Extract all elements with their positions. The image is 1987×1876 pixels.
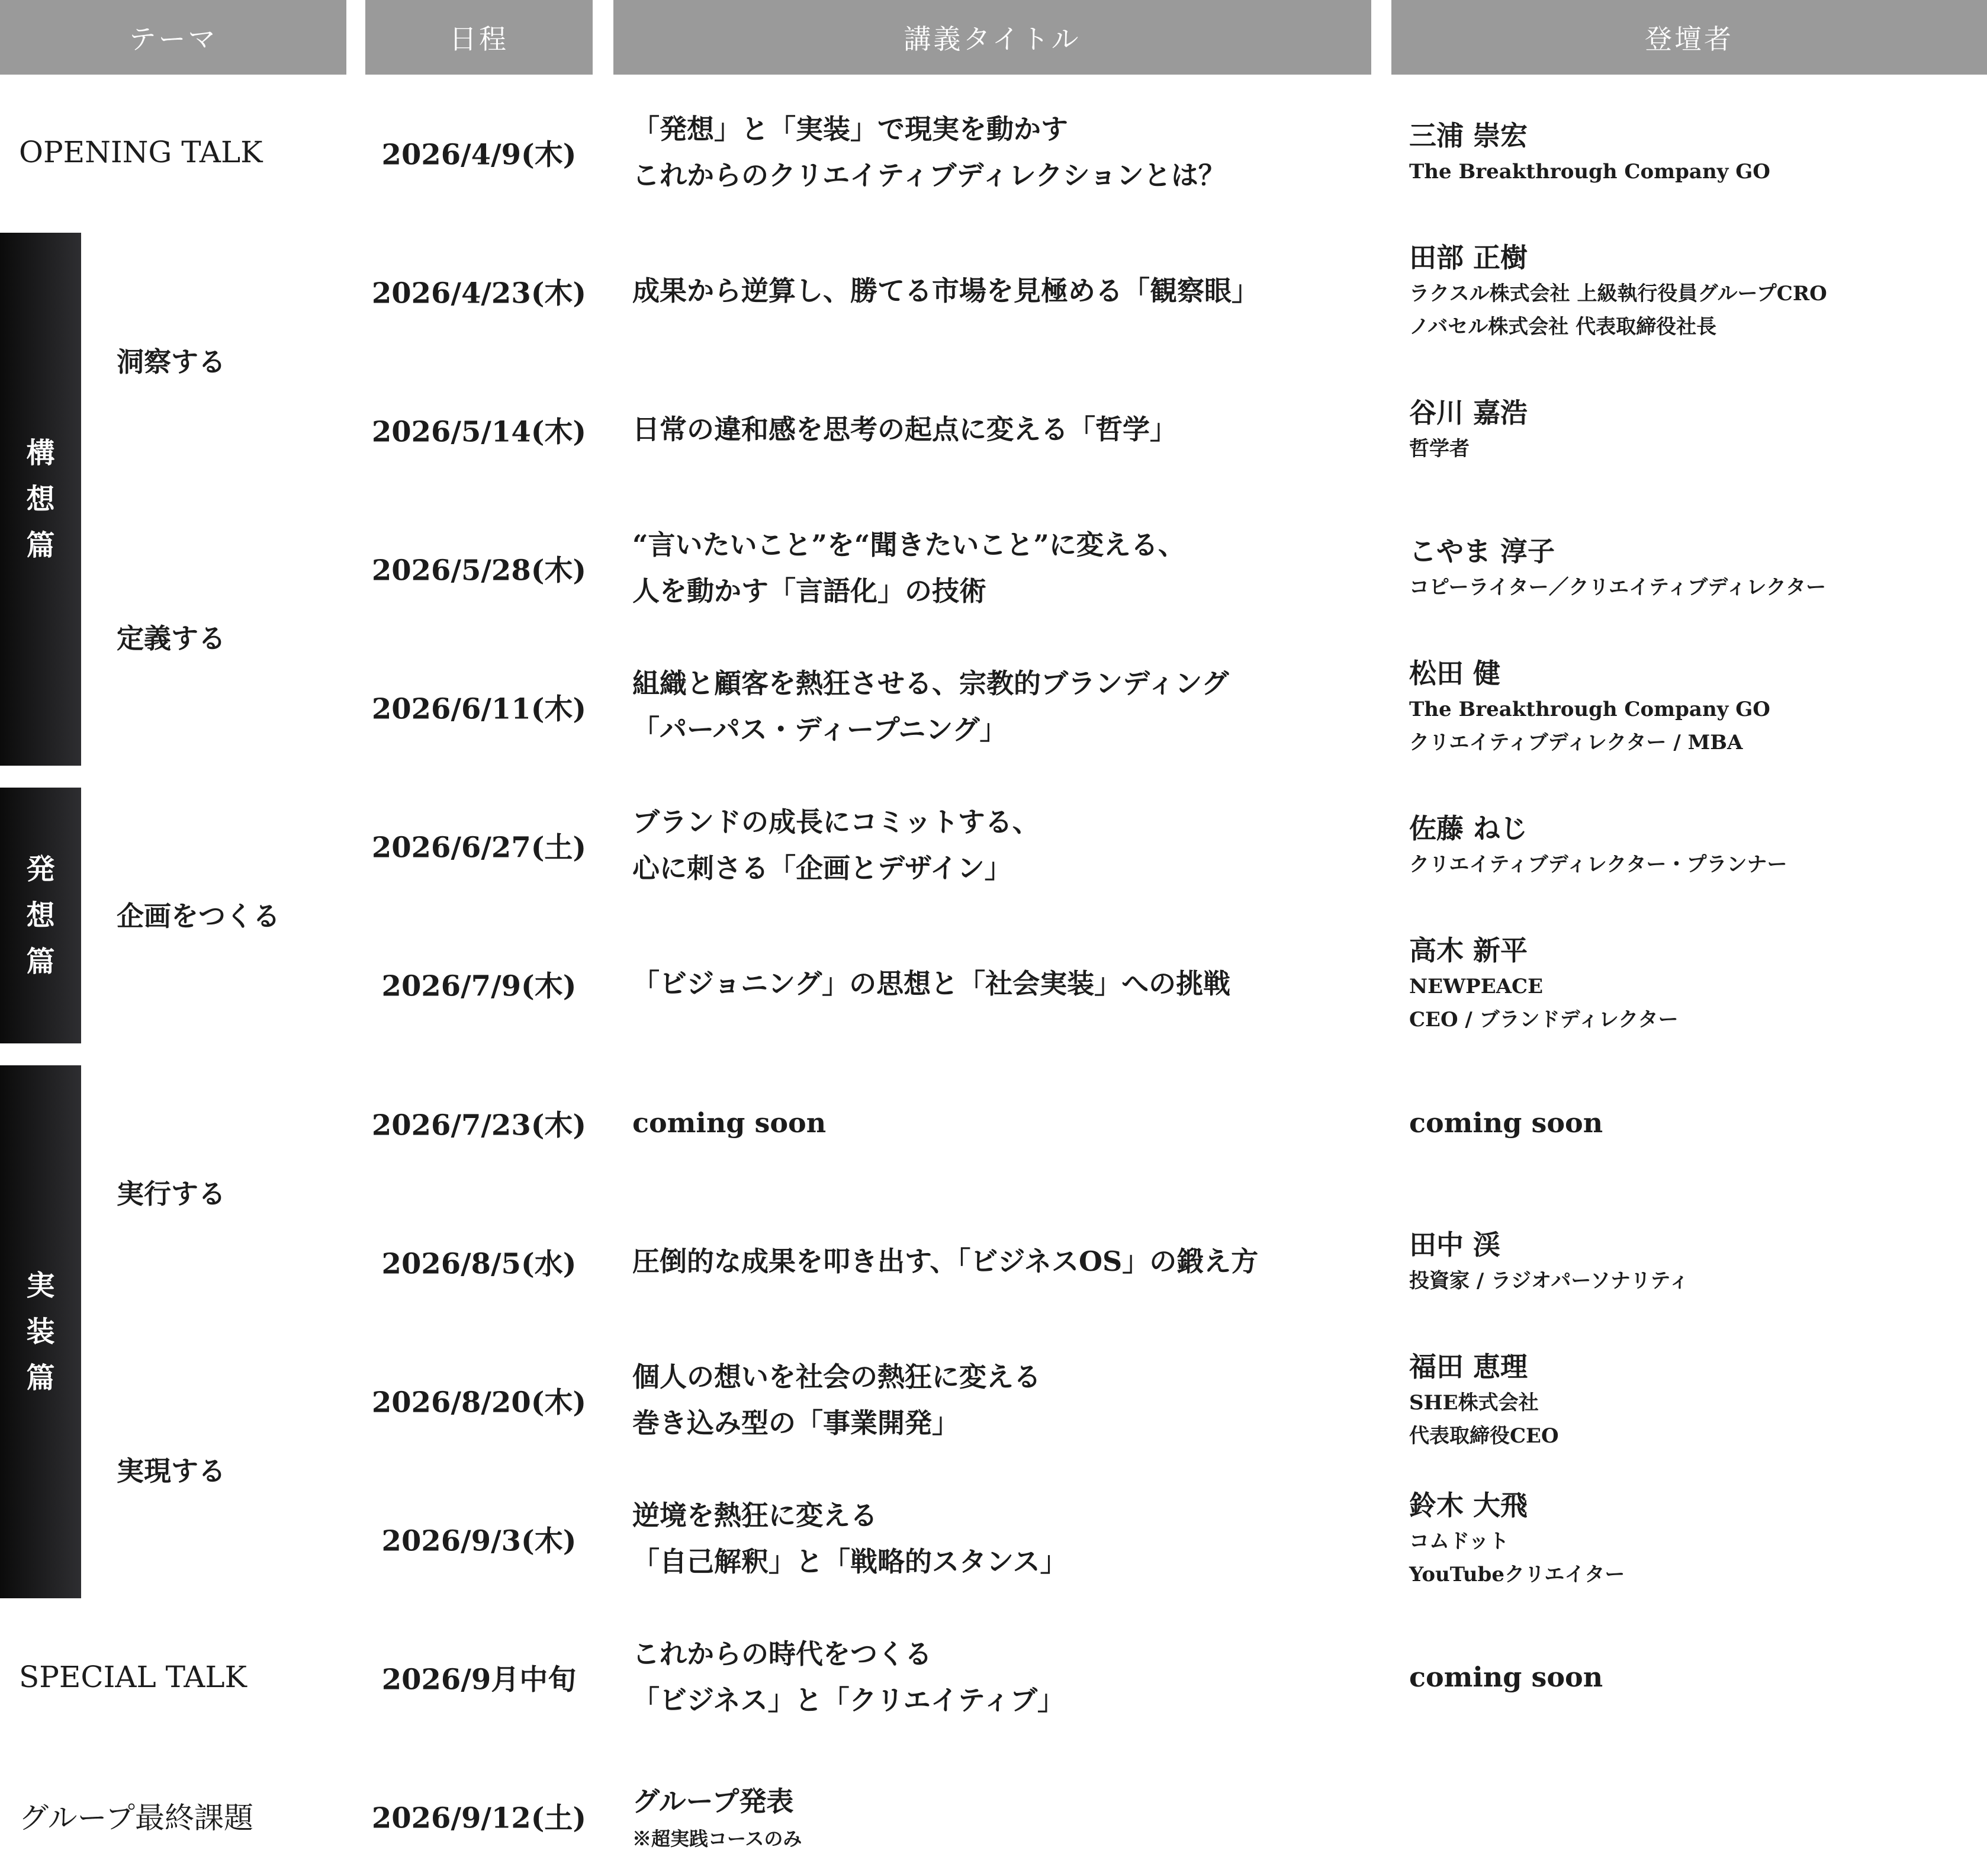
lecture-title: 圧倒的な成果を叩き出す、「ビジネスOS」の鍛え方 bbox=[632, 1245, 1259, 1277]
lecture-date: 2026/7/23(木) bbox=[371, 1109, 587, 1142]
lecture-date: 2026/4/23(木) bbox=[371, 277, 587, 310]
speaker-info bbox=[1409, 116, 1978, 188]
header-title: 講義タイトル bbox=[613, 0, 1371, 75]
theme-jitsugen: 実現する bbox=[117, 1455, 226, 1487]
theme-group: グループ最終課題 bbox=[19, 1801, 253, 1835]
speaker-info bbox=[1409, 1657, 1978, 1697]
speaker-affiliation: ラクスル株式会社 上級執行役員グループCRO bbox=[1409, 282, 1827, 306]
speaker-name: 福田 恵理 bbox=[1409, 1351, 1528, 1383]
speaker-info bbox=[1409, 1225, 1978, 1297]
lecture-title: 成果から逆算し、勝てる市場を見極める「観察眼」 bbox=[632, 275, 1259, 307]
speaker-name: 鈴木 大飛 bbox=[1409, 1489, 1528, 1521]
lecture-date: 2026/4/9(木) bbox=[381, 138, 577, 172]
speaker-name: 松田 健 bbox=[1409, 657, 1501, 689]
speaker-info bbox=[1409, 654, 1978, 759]
speaker-name: 谷川 嘉浩 bbox=[1409, 397, 1528, 429]
speaker-name: こやま 淳子 bbox=[1409, 535, 1555, 567]
speaker-name: 田部 正樹 bbox=[1409, 242, 1528, 274]
lecture-date: 2026/9月中旬 bbox=[381, 1663, 577, 1697]
speaker-name: coming soon bbox=[1409, 1107, 1603, 1139]
speaker-affiliation: ノバセル株式会社 代表取締役社長 bbox=[1409, 315, 1717, 339]
lecture-title: これからの時代をつくる 「ビジネス」と「クリエイティブ」 bbox=[632, 1638, 1065, 1716]
speaker-affiliation: SHE株式会社 bbox=[1409, 1391, 1539, 1415]
header-theme: テーマ bbox=[0, 0, 346, 75]
lecture-date: 2026/5/14(木) bbox=[371, 415, 587, 449]
lecture-title: 逆境を熱狂に変える 「自己解釈」と「戦略的スタンス」 bbox=[632, 1499, 1068, 1578]
theme-opening: OPENING TALK bbox=[19, 135, 263, 169]
lecture-title: “言いたいこと”を“聞きたいこと”に変える、 人を動かす「言語化」の技術 bbox=[632, 529, 1185, 607]
speaker-name: 高木 新平 bbox=[1409, 934, 1528, 966]
section-jissou: 実 装 篇 bbox=[0, 1065, 81, 1598]
lecture-title: 「ビジョニング」の思想と「社会実装」への挑戦 bbox=[632, 968, 1231, 1000]
speaker-name: 佐藤 ねじ bbox=[1409, 812, 1528, 844]
speaker-affiliation: コピーライター／クリエイティブディレクター bbox=[1409, 576, 1827, 599]
speaker-name: 三浦 崇宏 bbox=[1409, 120, 1528, 152]
speaker-info bbox=[1409, 238, 1978, 343]
theme-kikaku: 企画をつくる bbox=[117, 900, 280, 932]
lecture-date: 2026/5/28(木) bbox=[371, 554, 587, 587]
speaker-info bbox=[1409, 393, 1978, 465]
header-date: 日程 bbox=[365, 0, 593, 75]
speaker-affiliation: 投資家 / ラジオパーソナリティ bbox=[1409, 1269, 1689, 1293]
lecture-date: 2026/7/9(木) bbox=[381, 969, 577, 1003]
speaker-affiliation: NEWPEACE bbox=[1409, 975, 1544, 998]
lecture-date: 2026/6/27(土) bbox=[371, 831, 587, 865]
speaker-info bbox=[1409, 1486, 1978, 1591]
lecture-title: 組織と顧客を熱狂させる、宗教的ブランディング 「パーパス・ディープニング」 bbox=[632, 667, 1229, 746]
speaker-affiliation: 哲学者 bbox=[1409, 437, 1470, 461]
speaker-affiliation: YouTubeクリエイター bbox=[1409, 1563, 1625, 1586]
section-kousou: 構 想 篇 bbox=[0, 233, 81, 766]
speaker-info bbox=[1409, 1347, 1978, 1453]
speaker-affiliation: The Breakthrough Company GO bbox=[1409, 160, 1770, 184]
lecture-title: 個人の想いを社会の熱狂に変える 巻き込み型の「事業開発」 bbox=[632, 1361, 1041, 1439]
lecture-date: 2026/9/3(木) bbox=[381, 1524, 577, 1558]
speaker-info bbox=[1409, 532, 1978, 604]
speaker-info bbox=[1409, 931, 1978, 1036]
lecture-title: ブランドの成長にコミットする、 心に刺さる「企画とデザイン」 bbox=[632, 806, 1040, 884]
speaker-affiliation: クリエイティブディレクター / MBA bbox=[1409, 731, 1743, 754]
speaker-name: 田中 渓 bbox=[1409, 1229, 1501, 1261]
lecture-note: ※超実践コースのみ bbox=[632, 1827, 802, 1850]
section-hassou: 発 想 篇 bbox=[0, 788, 81, 1043]
lecture-date: 2026/6/11(木) bbox=[371, 692, 587, 726]
speaker-info bbox=[1409, 809, 1978, 881]
lecture-title: グループ発表 ※超実践コースのみ bbox=[632, 1778, 1343, 1853]
lecture-date: 2026/8/20(木) bbox=[371, 1386, 587, 1419]
lecture-title: coming soon bbox=[632, 1107, 827, 1139]
speaker-affiliation: The Breakthrough Company GO bbox=[1409, 698, 1770, 721]
speaker-name: coming soon bbox=[1409, 1661, 1603, 1693]
lecture-date: 2026/8/5(水) bbox=[381, 1247, 577, 1281]
theme-teigi: 定義する bbox=[117, 622, 226, 654]
theme-special: SPECIAL TALK bbox=[19, 1660, 247, 1694]
speaker-affiliation: CEO / ブランドディレクター bbox=[1409, 1008, 1679, 1032]
speaker-affiliation: クリエイティブディレクター・プランナー bbox=[1409, 853, 1787, 876]
theme-dousatsu: 洞察する bbox=[117, 346, 226, 378]
header-speaker: 登壇者 bbox=[1391, 0, 1987, 75]
speaker-info bbox=[1409, 1103, 1978, 1142]
speaker-affiliation: コムドット bbox=[1409, 1530, 1509, 1553]
theme-jikkou: 実行する bbox=[117, 1178, 226, 1210]
speaker-affiliation: 代表取締役CEO bbox=[1409, 1424, 1559, 1448]
lecture-title: 「発想」と「実装」で現実を動かす これからのクリエイティブディレクションとは？ bbox=[632, 113, 1226, 191]
lecture-title: 日常の違和感を思考の起点に変える「哲学」 bbox=[632, 413, 1177, 445]
lecture-date: 2026/9/12(土) bbox=[371, 1801, 587, 1835]
